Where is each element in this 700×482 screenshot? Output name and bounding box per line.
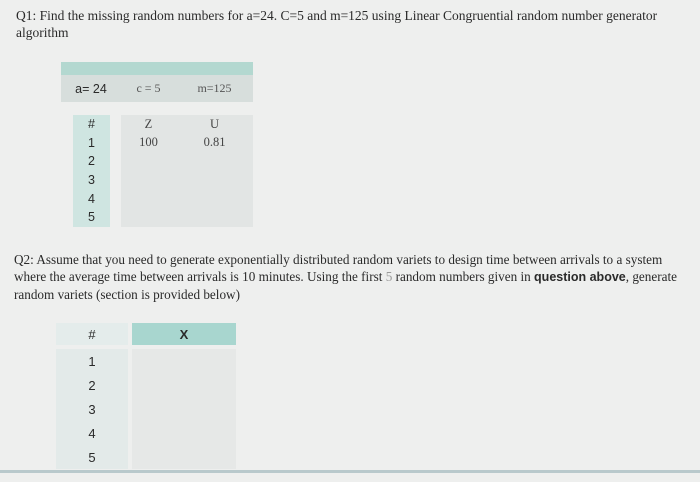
hash-column: [56, 349, 128, 469]
row-number: 4: [88, 425, 96, 441]
lcg-table-body: [61, 115, 253, 227]
values-column: [121, 115, 253, 227]
variates-table-body: [56, 349, 236, 469]
question-2-text: [14, 251, 694, 303]
variates-table: [56, 323, 236, 469]
row-number: 2: [88, 154, 95, 169]
table-top-band: [61, 62, 253, 75]
q2-part-2: random numbers given in: [392, 269, 535, 284]
cell-u: 0.81: [203, 135, 226, 150]
header-u: U: [209, 116, 220, 131]
variates-header-row: [56, 323, 236, 345]
cell-x: [132, 349, 236, 373]
x-column: [132, 349, 236, 469]
table-row: [121, 189, 253, 208]
param-a: a= 24: [75, 81, 107, 96]
table-row: [121, 208, 253, 227]
q2-part-1: Q2: Assume that you need to generate exponentially distributed random variets to design time between arrivals to a system where the average time between arrivals is 10 minutes. Using the first: [14, 252, 663, 284]
row-number: 3: [88, 173, 95, 188]
cell-x: [132, 421, 236, 445]
table-row: [121, 152, 253, 171]
header-z: Z: [144, 116, 153, 131]
param-m: m=125: [197, 81, 232, 95]
q2-bold-reference: question above: [534, 270, 626, 284]
cell-z: 100: [139, 135, 158, 150]
row-number: 4: [88, 191, 95, 206]
row-number: 1: [88, 135, 95, 150]
cell-x: [132, 397, 236, 421]
row-number: 3: [88, 401, 96, 417]
table-row: [121, 171, 253, 190]
row-number: 5: [88, 210, 95, 225]
lcg-table: [61, 62, 253, 227]
row-number: 5: [88, 449, 96, 465]
header-hash: #: [56, 323, 128, 345]
header-hash: #: [88, 117, 95, 132]
cell-x: [132, 445, 236, 469]
param-c: c = 5: [136, 81, 161, 95]
q2-faded-number: 5: [385, 269, 393, 284]
header-x: X: [132, 323, 236, 345]
table-row: [121, 115, 253, 134]
row-number: 2: [88, 377, 96, 393]
cell-x: [132, 373, 236, 397]
bottom-divider: [0, 470, 700, 473]
table-row: [121, 134, 253, 153]
parameters-row: [61, 75, 253, 102]
row-number: 1: [88, 353, 96, 369]
question-1-text: Q1: Find the missing random numbers for a=24. C=5 and m=125 using Linear Congruential random number generator algorithm: [16, 8, 658, 40]
q2-part-3: , generate random variets (section is provided below): [14, 269, 677, 302]
hash-column: [73, 115, 110, 227]
